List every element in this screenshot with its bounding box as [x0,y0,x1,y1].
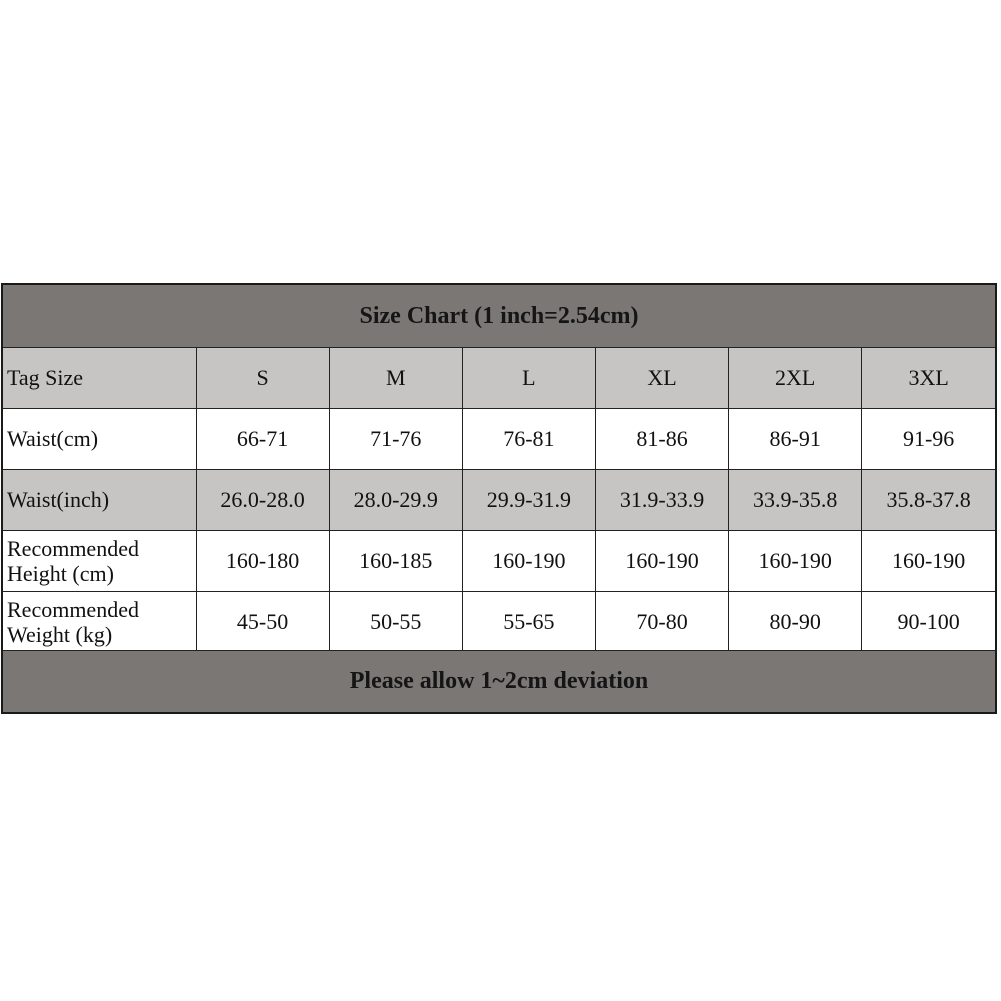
size-chart [1,283,997,714]
deviation-note: Please allow 1~2cm deviation [3,650,995,712]
row-label-waist-inch [3,470,196,531]
row-label-waist-cm [3,409,196,470]
table-cell: 90-100 [862,592,995,653]
table-cell: 160-190 [862,531,995,592]
size-table [3,347,995,653]
table-row-weight [3,592,995,653]
table-cell: 160-185 [329,531,462,592]
table-cell: 80-90 [729,592,862,653]
size-header-l: L [462,348,595,409]
row-label-line: Recommended [7,596,139,622]
table-cell: 160-190 [729,531,862,592]
row-label-line: Waist(cm) [7,426,99,452]
table-cell: 81-86 [595,409,728,470]
row-label-line: Recommended [7,535,139,561]
table-cell: 31.9-33.9 [595,470,728,531]
table-cell: 29.9-31.9 [462,470,595,531]
size-header-s: S [196,348,329,409]
table-cell: 91-96 [862,409,995,470]
row-label-height [3,531,196,592]
table-cell: 66-71 [196,409,329,470]
size-header-2xl: 2XL [729,348,862,409]
table-cell: 71-76 [329,409,462,470]
table-row-waist-inch [3,470,995,531]
table-cell: 55-65 [462,592,595,653]
table-cell: 160-190 [595,531,728,592]
table-cell: 160-190 [462,531,595,592]
row-label-line: Waist(inch) [7,487,110,513]
row-label-line: Weight (kg) [7,622,113,647]
size-header-3xl: 3XL [862,348,995,409]
table-cell: 76-81 [462,409,595,470]
size-header-m: M [329,348,462,409]
table-row-waist-cm [3,409,995,470]
header-row [3,348,995,409]
table-cell: 86-91 [729,409,862,470]
table-cell: 70-80 [595,592,728,653]
row-label-weight [3,592,196,653]
table-cell: 28.0-29.9 [329,470,462,531]
size-header-xl: XL [595,348,728,409]
table-cell: 33.9-35.8 [729,470,862,531]
row-label-line: Height (cm) [7,561,114,586]
table-cell: 160-180 [196,531,329,592]
table-cell: 35.8-37.8 [862,470,995,531]
row-label-tag-size: Tag Size [3,348,196,409]
table-cell: 26.0-28.0 [196,470,329,531]
table-cell: 45-50 [196,592,329,653]
size-chart-title: Size Chart (1 inch=2.54cm) [3,285,995,348]
table-row-height [3,531,995,592]
table-cell: 50-55 [329,592,462,653]
